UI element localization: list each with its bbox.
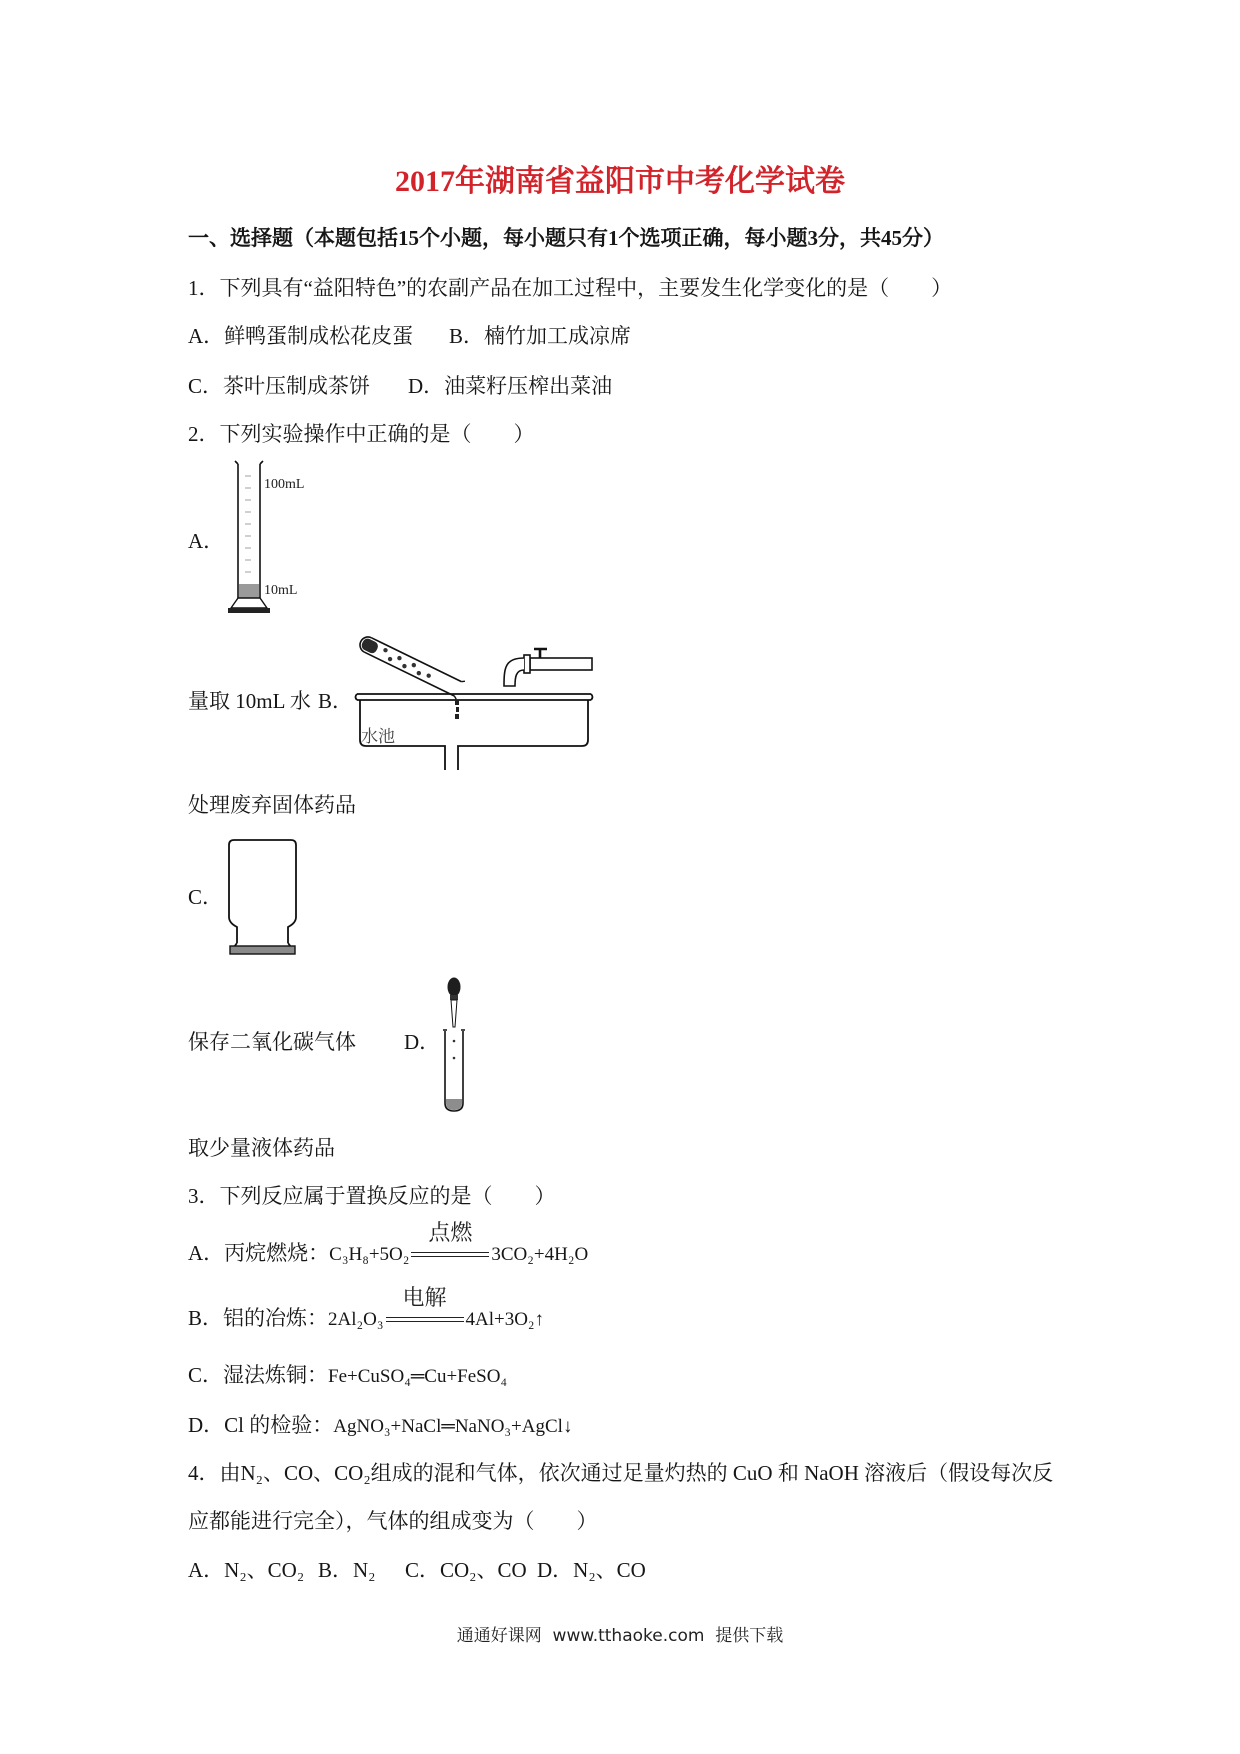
page-footer: 通通好课网 www.tthaoke.com 提供下载 <box>456 1626 784 1646</box>
question-4-stem-line-2: 应都能进行完全），气体的组成变为（ ） <box>188 1509 598 1533</box>
tilted-test-tube <box>356 633 465 700</box>
reaction-condition <box>386 1286 464 1325</box>
equals-double-line <box>386 1317 464 1322</box>
question-1-option-c: C．茶叶压制成茶饼 <box>188 374 371 398</box>
dropper-stem <box>451 1000 457 1027</box>
reaction-condition <box>411 1221 489 1260</box>
question-1-stem: 1．下列具有“益阳特色”的农副产品在加工过程中，主要发生化学变化的是（ ） <box>188 276 953 300</box>
question-2-option-d-letter: D． <box>404 1030 441 1054</box>
falling-solid-pieces <box>455 700 459 719</box>
question-3-option-d <box>188 1411 572 1441</box>
question-2-option-d-caption: 取少量液体药品 <box>188 1136 335 1160</box>
condition-label: 点燃 <box>428 1221 473 1246</box>
droplet <box>453 1057 456 1060</box>
scale-label-10ml: 10mL <box>264 583 298 598</box>
cylinder-liquid <box>239 584 259 598</box>
glass-plate <box>230 946 295 954</box>
cylinder-foot <box>231 598 267 608</box>
question-1-option-d: D．油菜籽压榨出菜油 <box>408 374 613 398</box>
question-2-option-c-letter: C． <box>188 885 224 909</box>
equation-products: 4Al+3O₂↑ <box>465 1309 545 1330</box>
cylinder-tube <box>235 461 263 598</box>
option-prefix: A．丙烷燃烧： <box>188 1241 330 1265</box>
inverted-gas-bottle-figure <box>226 837 298 959</box>
section-heading: 一、选择题（本题包括15个小题，每小题只有1个选项正确，每小题3分，共45分） <box>188 226 944 250</box>
question-2-option-b-letter: B． <box>318 689 354 713</box>
question-2-option-c-caption: 保存二氧化碳气体 <box>188 1030 356 1054</box>
question-2-option-a-letter: A． <box>188 529 225 553</box>
option-prefix: C．湿法炼铜： <box>188 1363 329 1387</box>
equation-reactants: 2Al₂O₃ <box>328 1309 384 1330</box>
option-prefix: B．铝的冶炼： <box>188 1306 329 1330</box>
test-tube-liquid <box>446 1099 462 1110</box>
droplet <box>453 1040 456 1043</box>
scale-label-100ml: 100mL <box>264 477 305 492</box>
equation-products: 3CO₂+4H₂O <box>491 1244 589 1265</box>
dropper-bulb <box>448 978 461 997</box>
question-4-option-d: D．N₂、CO <box>537 1558 646 1582</box>
condition-label: 电解 <box>402 1286 447 1311</box>
question-3-option-c <box>188 1361 507 1391</box>
sink-disposal-figure <box>354 636 594 772</box>
question-4-stem-line-1: 4．由N₂、CO、CO₂组成的混和气体，依次通过足量灼热的 CuO 和 NaOH 溶液后（假设每次反 <box>188 1461 1054 1485</box>
question-3-option-b <box>188 1286 545 1334</box>
equation: Fe+CuSO₄═Cu+FeSO₄ <box>328 1366 508 1387</box>
question-4-option-b: B．N₂ <box>318 1558 376 1582</box>
question-2-option-b-caption: 处理废弃固体药品 <box>188 793 356 817</box>
question-3-stem: 3．下列反应属于置换反应的是（ ） <box>188 1184 556 1208</box>
question-1-option-b: B．楠竹加工成凉席 <box>449 324 632 348</box>
faucet <box>504 649 592 686</box>
question-4-option-c: C．CO₂、CO <box>405 1558 527 1582</box>
question-3-option-a <box>188 1221 589 1269</box>
question-4-option-a: A．N₂、CO₂ <box>188 1558 305 1582</box>
dropper-test-tube-figure <box>438 975 470 1115</box>
option-prefix: D．Cl 的检验： <box>188 1413 334 1437</box>
question-1-option-a: A．鲜鸭蛋制成松花皮蛋 <box>188 324 414 348</box>
question-2-stem: 2．下列实验操作中正确的是（ ） <box>188 422 535 446</box>
question-2-option-a-caption: 量取 10mL 水 <box>188 689 311 713</box>
page-title: 2017年湖南省益阳市中考化学试卷 <box>395 165 845 198</box>
sink-label: 水池 <box>361 727 395 746</box>
dropper-collar <box>450 995 458 1000</box>
graduated-cylinder-figure <box>226 458 318 616</box>
equation: AgNO₃+NaCl═NaNO₃+AgCl↓ <box>333 1416 573 1437</box>
cylinder-base <box>228 608 270 613</box>
equals-double-line <box>411 1252 489 1257</box>
cylinder-scale-marks <box>245 476 251 572</box>
equation-reactants: C₃H₈+5O₂ <box>329 1244 410 1265</box>
bottle-body <box>229 840 296 943</box>
